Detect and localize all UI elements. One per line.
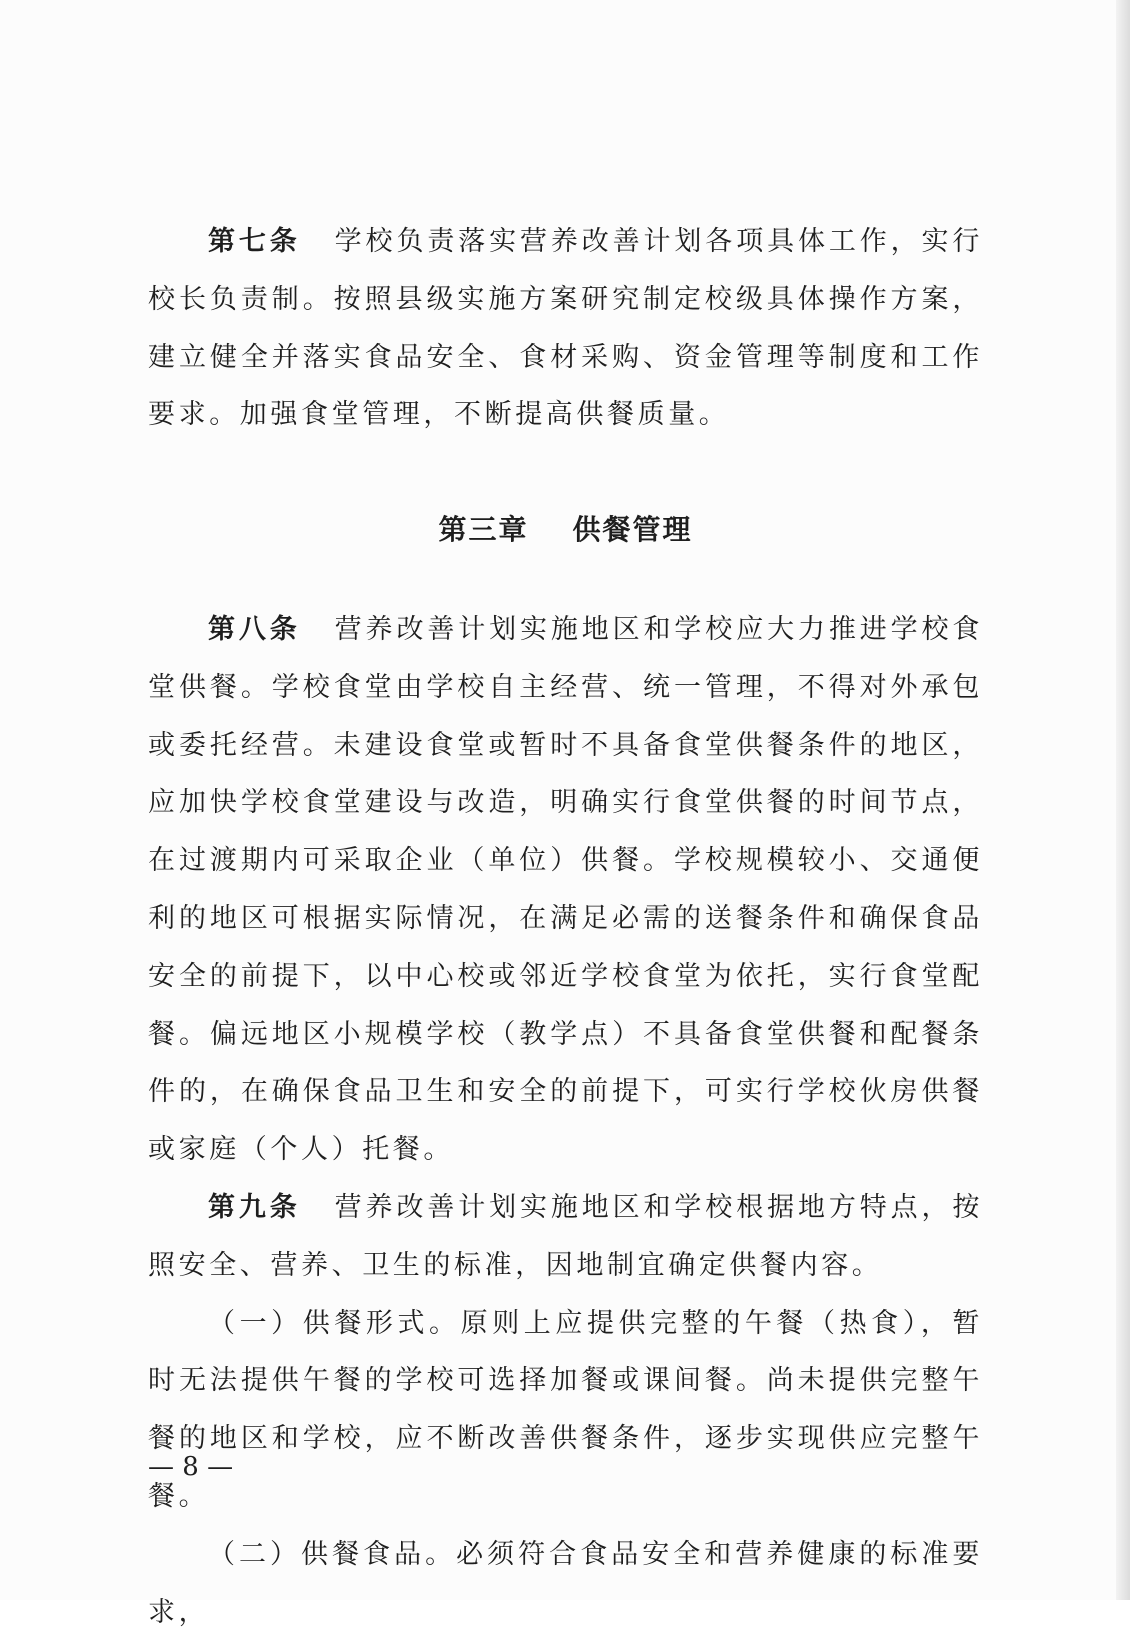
scan-edge-shadow bbox=[1116, 0, 1130, 1600]
article-9-label: 第九条 bbox=[208, 1191, 301, 1223]
chapter-number: 第三章 bbox=[438, 513, 529, 546]
article-7-text: 学校负责落实营养改善计划各项具体工作，实行校长负责制。按照县级实施方案研究制定校级具体操作方案，建立健全并落实食品安全、食材采购、资金管理等制度和工作要求。加强食堂管理，不断提高供餐质量。 bbox=[148, 226, 983, 431]
chapter-title: 供餐管理 bbox=[572, 513, 693, 546]
chapter-heading bbox=[148, 508, 983, 548]
article-7-block bbox=[148, 213, 983, 444]
article-8-paragraph bbox=[148, 601, 983, 1179]
article-8-text: 营养改善计划实施地区和学校应大力推进学校食堂供餐。学校食堂由学校自主经营、统一管理，不得对外承包或委托经营。未建设食堂或暂时不具备食堂供餐条件的地区，应加快学校食堂建设与改造，明确实行食堂供餐的时间节点，在过渡期内可采取企业（单位）供餐。学校规模较小、交通便利的地区可根据实际情况，在满足必需的送餐条件和确保食品安全的前提下，以中心校或邻近学校食堂为依托，实行食堂配餐。偏远地区小规模学校（教学点）不具备食堂供餐和配餐条件的，在确保食品卫生和安全的前提下，可实行学校伙房供餐或家庭（个人）托餐。 bbox=[148, 614, 983, 1166]
article-7-paragraph bbox=[148, 213, 983, 444]
article-8-label: 第八条 bbox=[208, 614, 301, 645]
article-7-label: 第七条 bbox=[208, 226, 301, 257]
article-9-paragraph bbox=[148, 1179, 983, 1295]
item-2-paragraph: （二）供餐食品。必须符合食品安全和营养健康的标准要求， bbox=[148, 1538, 983, 1628]
item-1-paragraph: （一）供餐形式。原则上应提供完整的午餐（热食），暂时无法提供午餐的学校可选择加餐或课间餐。尚未提供完整午餐的地区和学校，应不断改善供餐条件，逐步实现供应完整午餐。 bbox=[148, 1307, 983, 1512]
article-9-text: 营养改善计划实施地区和学校根据地方特点，按照安全、营养、卫生的标准，因地制宜确定供餐内容。 bbox=[148, 1191, 983, 1281]
page-number: — 8 — bbox=[148, 1452, 234, 1482]
chapter-body bbox=[148, 601, 983, 1641]
